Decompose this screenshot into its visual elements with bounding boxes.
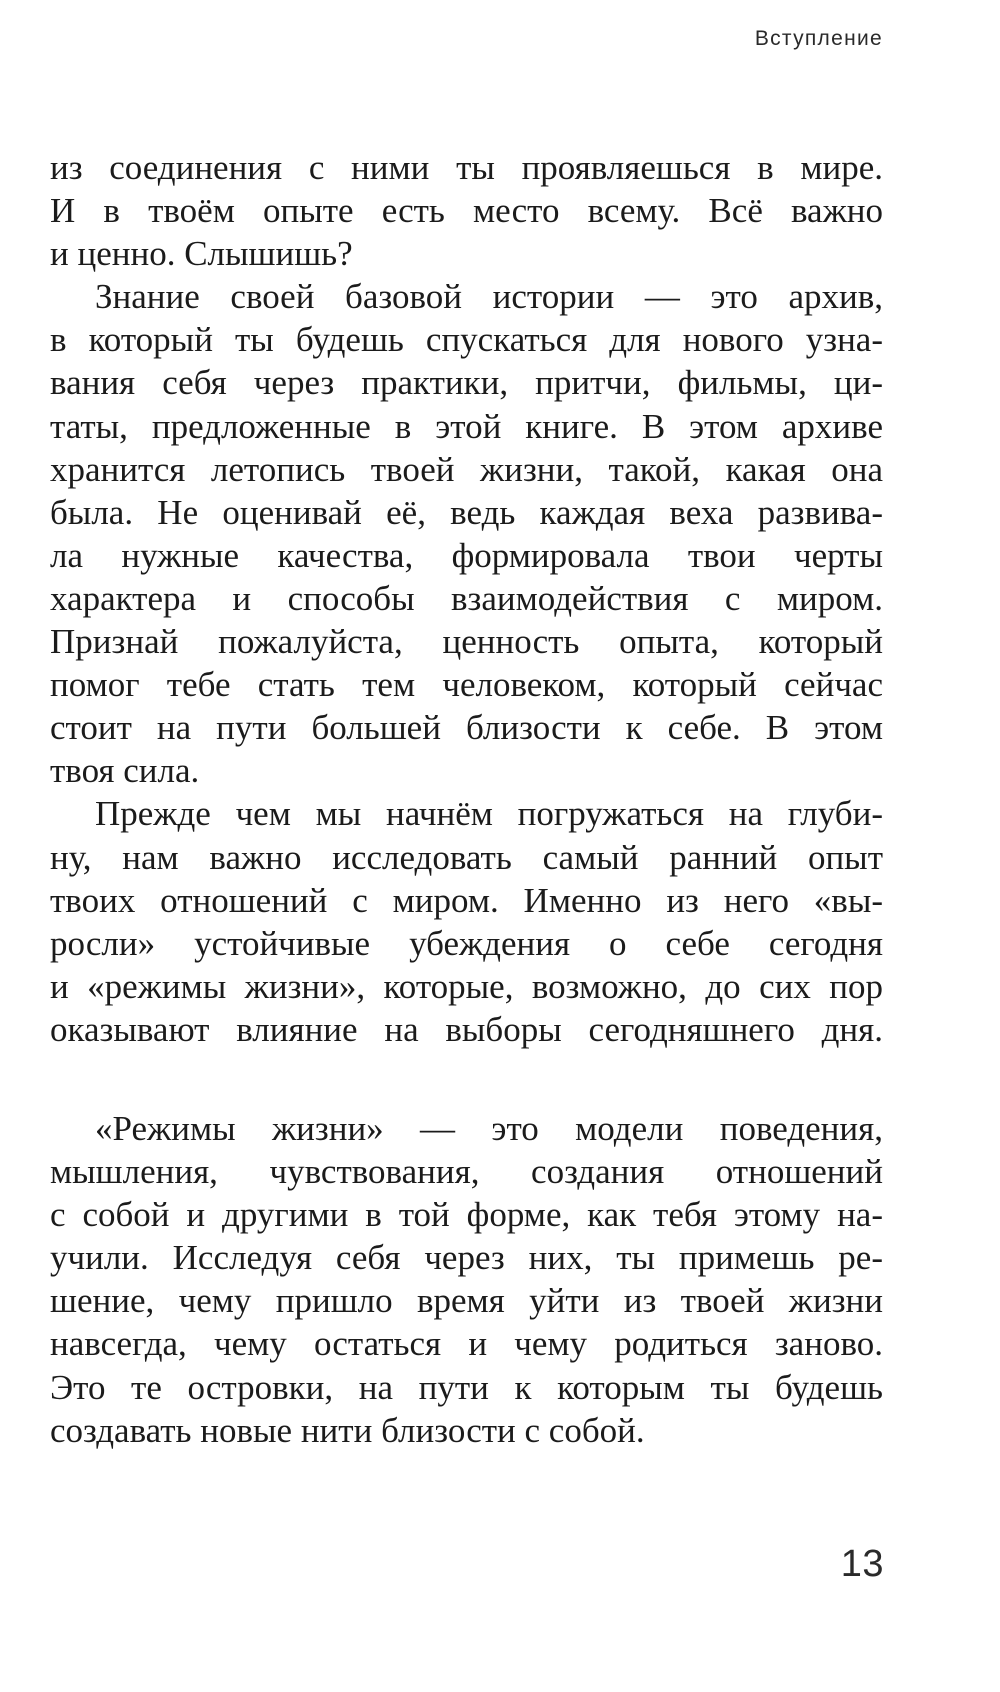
text-line: «Режимы жизни» — это модели поведения,: [95, 1108, 883, 1148]
text-line: в который ты будешь спускаться для нового узна-: [50, 320, 883, 360]
text-line: росли» устойчивые убеждения о себе сегодня: [50, 923, 883, 963]
text-line: ла нужные качества, формировала твои черты: [50, 535, 883, 575]
text-line: создавать новые нити близости с собой.: [50, 1410, 645, 1450]
text-line: хранится летопись твоей жизни, такой, какая она: [50, 449, 883, 489]
text-line: из соединения с ними ты проявляешься в мире.: [50, 148, 883, 187]
paragraph-base-story: [50, 275, 883, 792]
text-line: оказывают влияние на выборы сегодняшнего дня.: [50, 1009, 883, 1049]
text-line: твоя сила.: [50, 751, 200, 791]
text-line: ну, нам важно исследовать самый ранний опыт: [50, 837, 883, 877]
text-line: шение, чему пришло время уйти из твоей жизни: [50, 1281, 883, 1321]
text-line: стоит на пути большей близости к себе. В этом: [50, 708, 883, 748]
body-text: [50, 146, 883, 1452]
text-line: характера и способы взаимодействия с миром.: [50, 578, 883, 618]
text-line: была. Не оценивай её, ведь каждая веха развива-: [50, 492, 883, 532]
page-number: 13: [840, 1543, 884, 1585]
text-line: и «режимы жизни», которые, возможно, до сих пор: [50, 966, 883, 1006]
text-line: Признай пожалуйста, ценность опыта, который: [50, 622, 883, 662]
paragraph-early-experience: [50, 792, 883, 1051]
paragraph-continuation: [50, 146, 883, 275]
text-line: твоих отношений с миром. Именно из него «вы-: [50, 880, 883, 920]
paragraph-life-modes: [50, 1107, 883, 1452]
text-line: вания себя через практики, притчи, фильмы, ци-: [50, 363, 883, 403]
text-line: и ценно. Слышишь?: [50, 234, 353, 274]
text-line: Это те островки, на пути к которым ты будешь: [50, 1367, 883, 1407]
running-header: Вступление: [754, 27, 883, 50]
text-line: И в твоём опыте есть место всему. Всё важно: [50, 191, 883, 231]
text-line: Прежде чем мы начнём погружаться на глуби-: [95, 794, 883, 834]
text-line: мышления, чувствования, создания отношений: [50, 1152, 883, 1192]
text-line: помог тебе стать тем человеком, который сейчас: [50, 665, 883, 705]
text-line: таты, предложенные в этой книге. В этом архиве: [50, 406, 883, 446]
text-line: Знание своей базовой истории — это архив,: [95, 277, 883, 317]
text-line: учили. Исследуя себя через них, ты примешь ре-: [50, 1238, 883, 1278]
text-line: с собой и другими в той форме, как тебя этому на-: [50, 1195, 883, 1235]
text-line: навсегда, чему остаться и чему родиться заново.: [50, 1324, 883, 1364]
